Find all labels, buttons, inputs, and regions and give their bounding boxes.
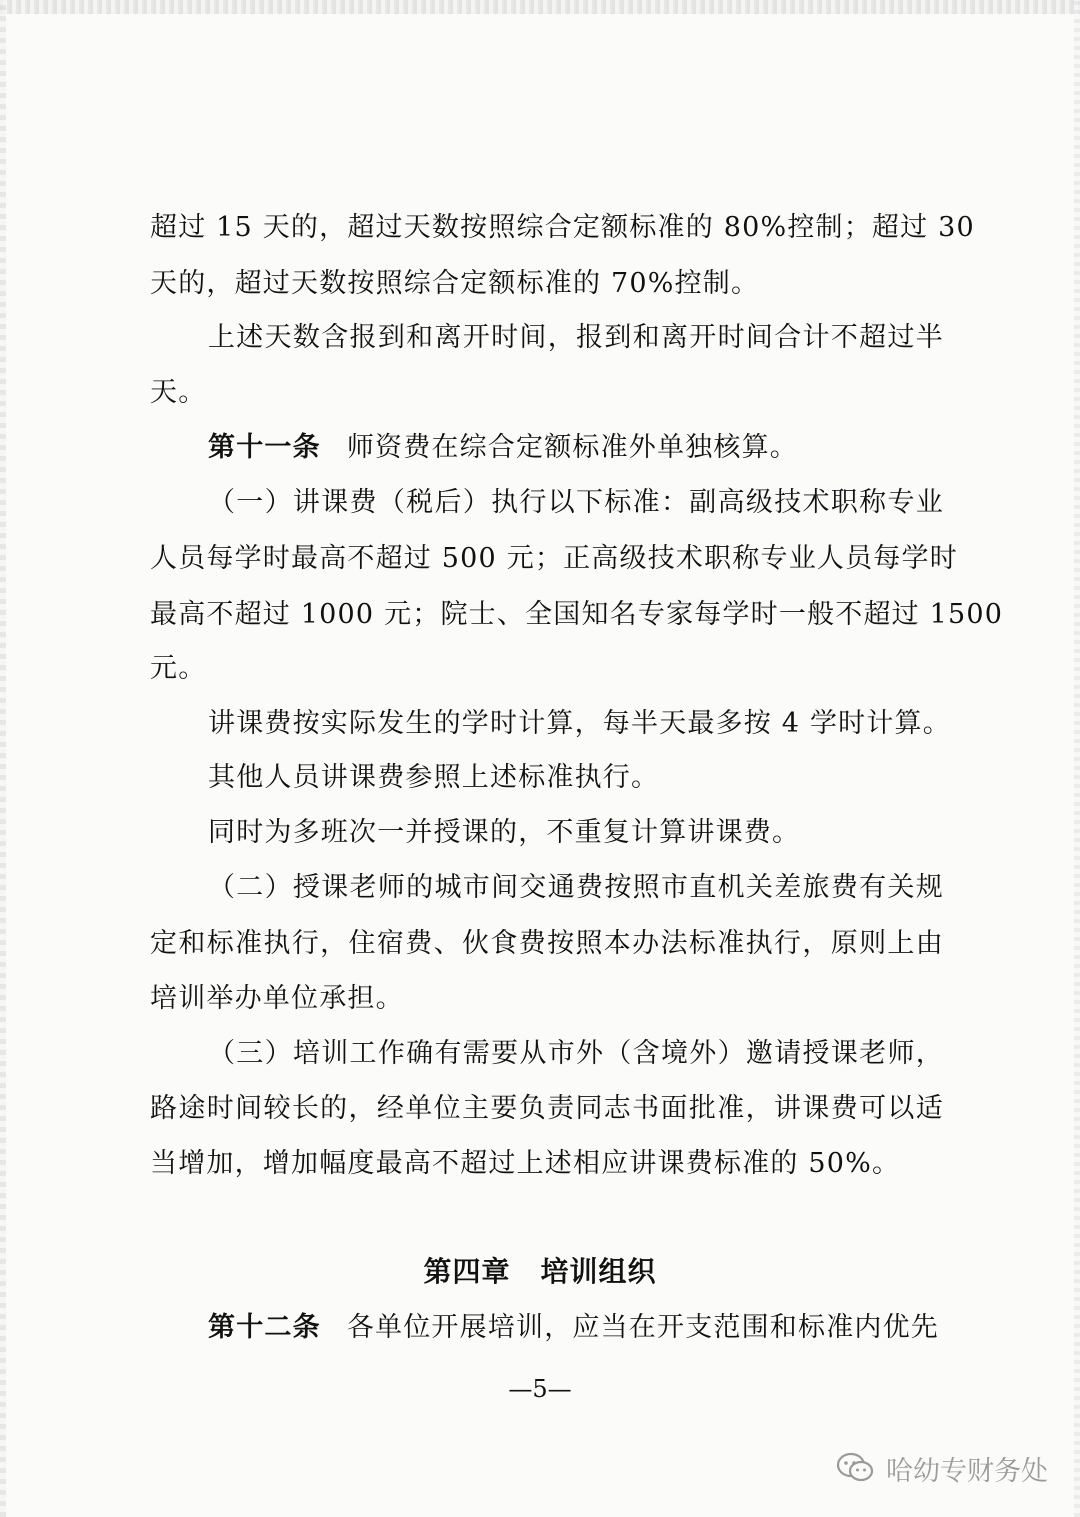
paragraph-line: 人员每学时最高不超过 500 元；正高级技术职称专业人员每学时	[150, 543, 958, 574]
paragraph-line: （二）授课老师的城市间交通费按照市直机关差旅费有关规	[208, 872, 944, 903]
article-12-title: 第十二条	[208, 1312, 321, 1343]
paragraph-line: 上述天数含报到和离开时间，报到和离开时间合计不超过半	[208, 322, 944, 353]
scan-edge-top	[0, 0, 1080, 14]
paragraph-line: 天。	[150, 377, 207, 408]
paragraph-line: 当增加，增加幅度最高不超过上述相应讲课费标准的 50%。	[150, 1148, 901, 1179]
paragraph-line: 元。	[150, 653, 207, 684]
chapter-number: 第四章	[423, 1255, 511, 1288]
page-number: —5—	[508, 1375, 572, 1403]
article-11-line	[208, 430, 944, 466]
article-11-text: 师资费在综合定额标准外单独核算。	[346, 432, 799, 463]
paragraph-line: 其他人员讲课费参照上述标准执行。	[208, 762, 660, 793]
article-11-title: 第十一条	[208, 432, 321, 463]
paragraph-line: 培训举办单位承担。	[150, 983, 404, 1014]
chapter-title: 培训组织	[540, 1255, 657, 1288]
paragraph-line: 定和标准执行，住宿费、伙食费按照本办法标准执行，原则上由	[150, 928, 944, 959]
paragraph-line: 路途时间较长的，经单位主要负责同志书面批准，讲课费可以适	[150, 1093, 944, 1124]
paragraph-line: 超过 15 天的，超过天数按照综合定额标准的 80%控制；超过 30	[150, 212, 975, 243]
paragraph-line: （一）讲课费（税后）执行以下标准：副高级技术职称专业	[208, 487, 944, 518]
wechat-icon	[836, 1452, 874, 1484]
chapter-heading	[0, 1254, 1080, 1290]
article-12-text: 各单位开展培训，应当在开支范围和标准内优先	[346, 1312, 940, 1343]
paragraph-line: 同时为多班次一并授课的，不重复计算讲课费。	[208, 817, 801, 848]
article-12-line	[208, 1310, 944, 1346]
paragraph-line: 天的，超过天数按照综合定额标准的 70%控制。	[150, 268, 760, 299]
paragraph-line: （三）培训工作确有需要从市外（含境外）邀请授课老师，	[208, 1038, 944, 1069]
watermark-text: 哈幼专财务处	[886, 1455, 1048, 1487]
watermark	[836, 1446, 1048, 1490]
paragraph-line: 讲课费按实际发生的学时计算，每半天最多按 4 学时计算。	[208, 708, 951, 739]
paragraph-line: 最高不超过 1000 元；院士、全国知名专家每学时一般不超过 1500	[150, 599, 1004, 630]
